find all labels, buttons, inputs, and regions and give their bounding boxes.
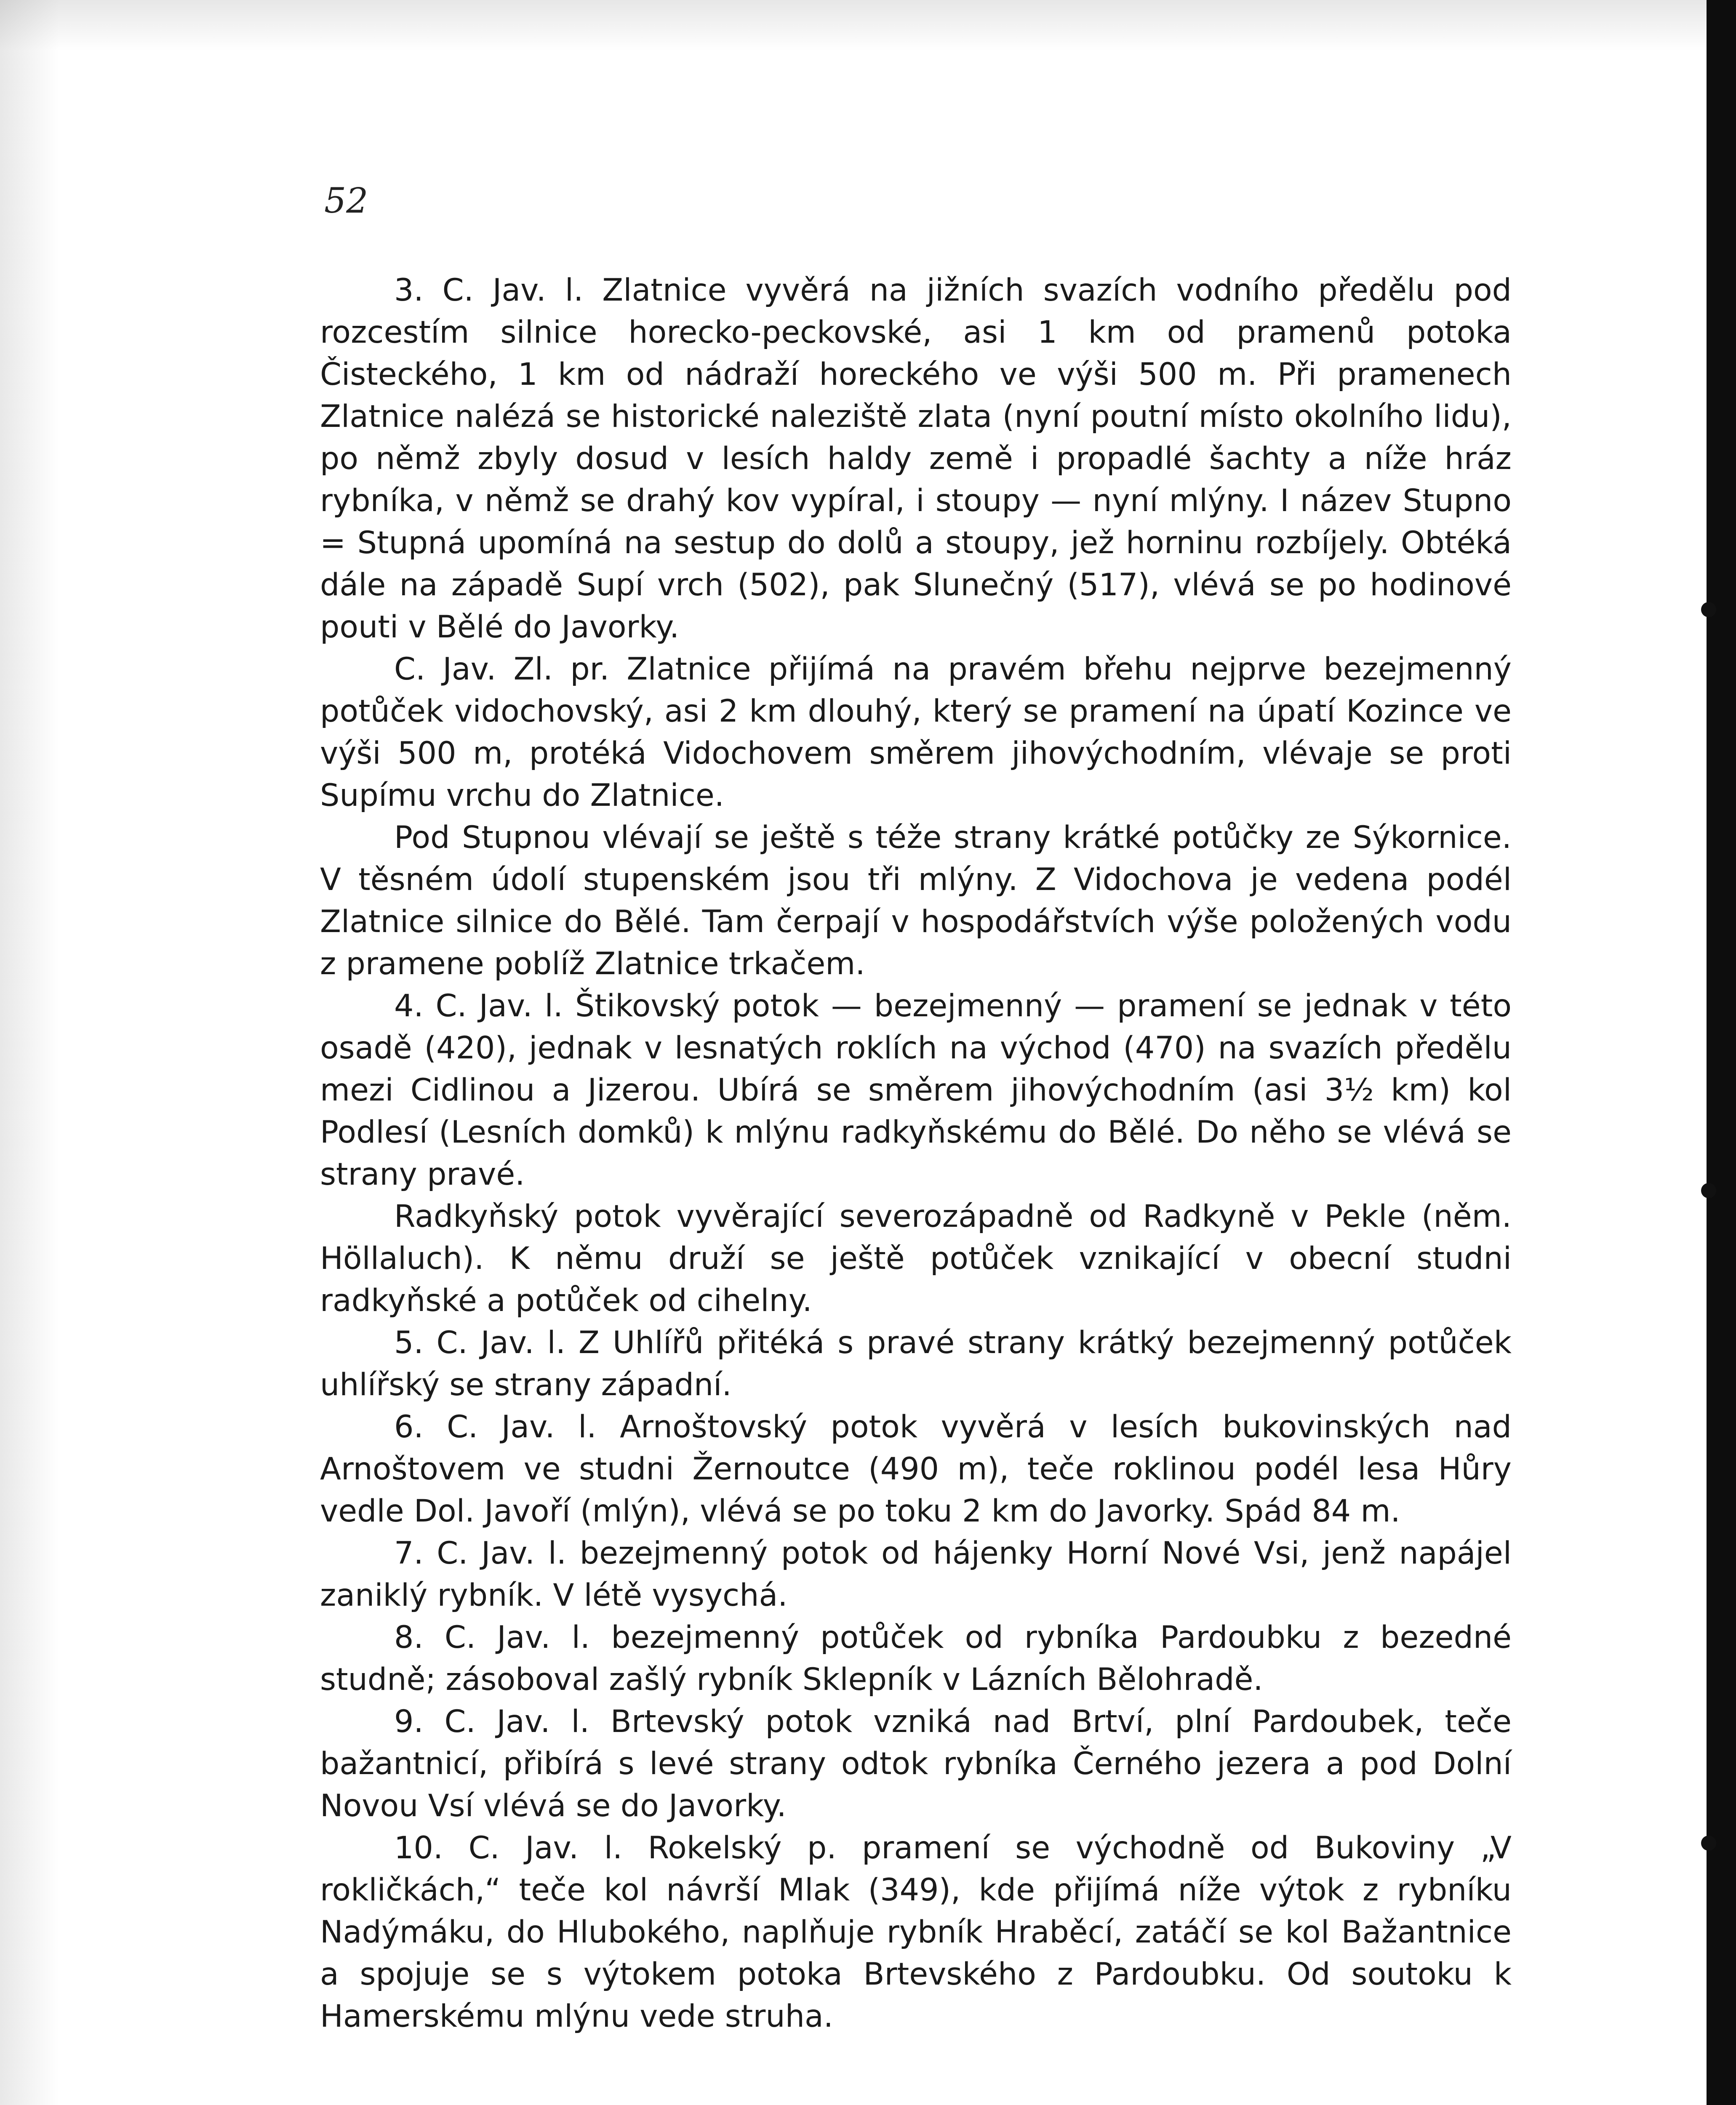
binding-mark [1701, 1836, 1716, 1851]
binding-mark [1701, 602, 1716, 617]
paragraph: 5. C. Jav. l. Z Uhlířů přitéká s pravé strany krátký bezejmenný potůček uhlířský se strany západní. [320, 1325, 1512, 1403]
page-number: 52 [324, 181, 368, 221]
body-text [320, 269, 1512, 2038]
paragraph: 7. C. Jav. l. bezejmenný potok od hájenky Horní Nové Vsi, jenž napájel zaniklý rybník. V létě vysychá. [320, 1535, 1512, 1613]
paragraph: 4. C. Jav. l. Štikovský potok — bezejmenný — pramení se jednak v této osadě (420), jednak v lesnatých roklích na východ (470) na svazích předělu mezi Cidlinou a Jizerou. Ubírá se směrem jihovýchodním (asi 3½ km) kol Podlesí (Lesních domků) k mlýnu radkyňskému do Bělé. Do něho se vlévá se strany pravé. [320, 988, 1512, 1192]
paragraph: C. Jav. Zl. pr. Zlatnice přijímá na pravém břehu nejprve bezejmenný potůček vidochovský, asi 2 km dlouhý, který se pramení na úpatí Kozince ve výši 500 m, protéká Vidochovem směrem jihovýchodním, vlévaje se proti Supímu vrchu do Zlatnice. [320, 651, 1512, 813]
scan-shadow-top [0, 0, 1736, 51]
paragraph: 6. C. Jav. l. Arnoštovský potok vyvěrá v lesích bukovinských nad Arnoštovem ve studni Žernoutce (490 m), teče roklinou podél lesa Hůry vedle Dol. Javoří (mlýn), vlévá se po toku 2 km do Javorky. Spád 84 m. [320, 1409, 1512, 1529]
paragraph: Pod Stupnou vlévají se ještě s téže strany krátké potůčky ze Sýkornice. V těsném údolí stupenském jsou tři mlýny. Z Vidochova je vedena podél Zlatnice silnice do Bělé. Tam čerpají v hospodářstvích výše položených vodu z pramene poblíž Zlatnice trkačem. [320, 820, 1512, 982]
paragraph: 9. C. Jav. l. Brtevský potok vzniká nad Brtví, plní Pardoubek, teče bažantnicí, přibírá s levé strany odtok rybníka Černého jezera a pod Dolní Novou Vsí vlévá se do Javorky. [320, 1704, 1512, 1824]
paragraph: 8. C. Jav. l. bezejmenný potůček od rybníka Pardoubku z bezedné studně; zásoboval zašlý rybník Sklepník v Lázních Bělohradě. [320, 1620, 1512, 1697]
paragraph: 10. C. Jav. l. Rokelský p. pramení se východně od Bukoviny „V rokličkách,“ teče kol návrší Mlak (349), kde přijímá níže výtok z rybníku Nadýmáku, do Hlubokého, naplňuje rybník Hraběcí, zatáčí se kol Bažantnice a spojuje se s výtokem potoka Brtevského z Pardoubku. Od soutoku k Hamerskému mlýnu vede struha. [320, 1830, 1512, 2034]
scan-shadow-left [0, 0, 59, 2105]
paragraph: Radkyňský potok vyvěrající severozápadně od Radkyně v Pekle (něm. Höllaluch). K němu druží se ještě potůček vznikající v obecní studni radkyňské a potůček od cihelny. [320, 1199, 1512, 1319]
paragraph: 3. C. Jav. l. Zlatnice vyvěrá na jižních svazích vodního předělu pod rozcestím silnice horecko-peckovské, asi 1 km od pramenů potoka Čisteckého, 1 km od nádraží horeckého ve výši 500 m. Při pramenech Zlatnice nalézá se historické naleziště zlata (nyní poutní místo okolního lidu), po němž zbyly dosud v lesích haldy země i propadlé šachty a níže hráz rybníka, v němž se drahý kov vypíral, i stoupy — nyní mlýny. I název Stupno = Stupná upomíná na sestup do dolů a stoupy, jež horninu rozbíjely. Obtéká dále na západě Supí vrch (502), pak Slunečný (517), vlévá se po hodinové pouti v Bělé do Javorky. [320, 272, 1512, 645]
binding-mark [1701, 1183, 1716, 1198]
scan-border-right [1707, 0, 1736, 2105]
